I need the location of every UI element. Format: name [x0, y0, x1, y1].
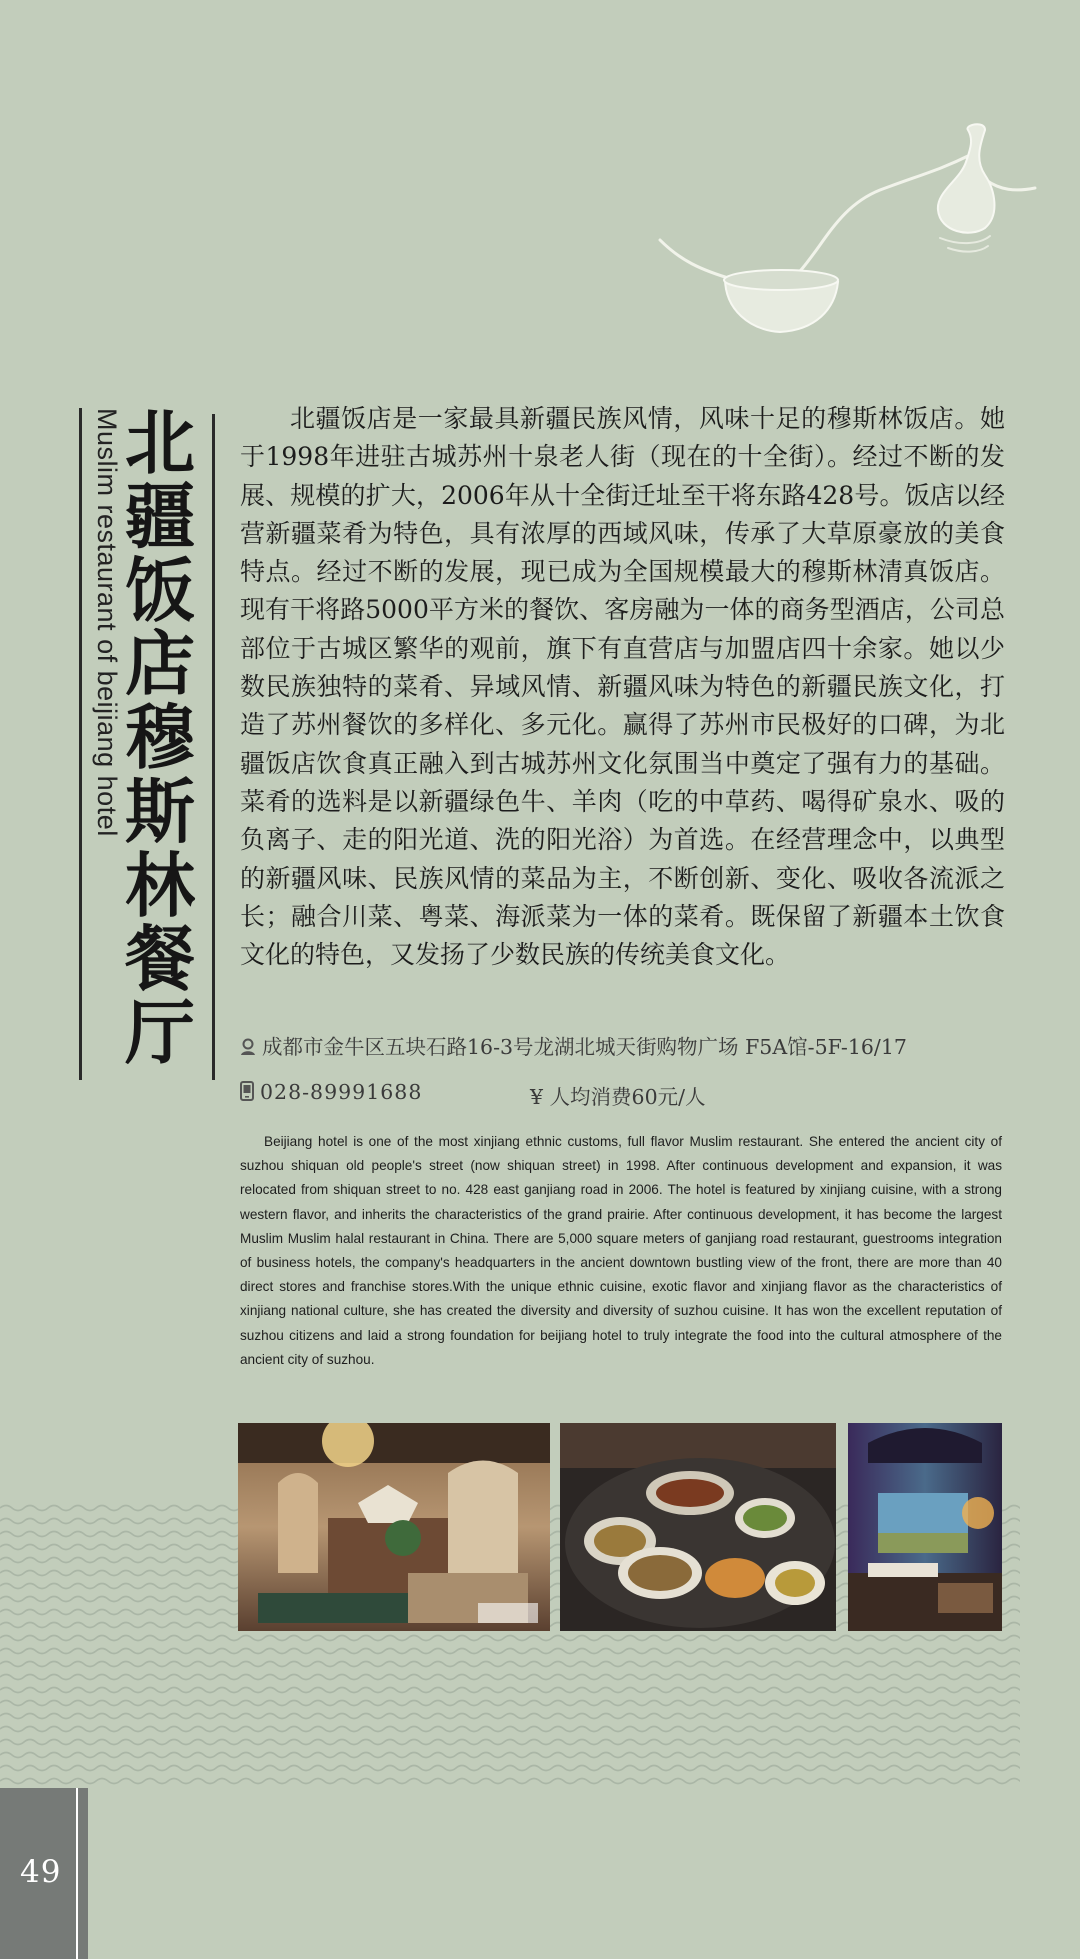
- price-text: ¥ 人均消费60元/人: [530, 1085, 706, 1109]
- wave-line: [0, 1779, 1020, 1784]
- wave-line: [0, 1688, 1020, 1693]
- title-char: 厅: [125, 991, 195, 1074]
- address-line: [240, 1030, 907, 1060]
- wave-line: [0, 1636, 1020, 1641]
- title-char: 店: [125, 622, 195, 706]
- page-number-rule: [76, 1788, 78, 1959]
- body-text-chinese: 北疆饭店是一家最具新疆民族风情，风味十足的穆斯林饭店。她于1998年进驻古城苏州十泉老人街（现在的十全街）。经过不断的发展、规模的扩大，2006年从十全街迁址至干将东路428号。饭店以经营新疆菜肴为特色，具有浓厚的西域风味，传承了大草原豪放的美食特点。经过不断的发展，现已成为全国规模最大的穆斯林清真饭店。现有干将路5000平方米的餐饮、客房融为一体的商务型酒店，公司总部位于古城区繁华的观前，旗下有直营店与加盟店四十余家。她以少数民族独特的菜肴、异域风情、新疆风味为特色的新疆民族文化，打造了苏州餐饮的多样化、多元化。赢得了苏州市民极好的口碑，为北疆饭店饮食真正融入到古城苏州文化氛围当中奠定了强有力的基础。菜肴的选料是以新疆绿色牛、羊肉（吃的中草药、喝得矿泉水、吸的负离子、走的阳光道、洗的阳光浴）为首选。在经营理念中，以典型的新疆风味、民族风情的菜品为主，不断创新、变化、吸收各流派之长；融合川菜、粤菜、海派菜为一体的菜肴。既保留了新疆本土饮食文化的特色，又发扬了少数民族的传统美食文化。: [240, 404, 1005, 970]
- address-text: 成都市金牛区五块石路16-3号龙湖北城天街购物广场 F5A馆-5F-16/17: [262, 1035, 907, 1059]
- title-chinese: [118, 401, 202, 1074]
- wave-line: [0, 1753, 1020, 1758]
- title-char: 斯: [125, 769, 195, 853]
- wave-line: [0, 1740, 1020, 1745]
- title-char: 穆: [125, 696, 195, 779]
- title-char: 餐: [125, 917, 195, 1001]
- title-left-rule: [79, 408, 82, 1080]
- title-english: Muslim restaurant of beijiang hotel: [92, 408, 122, 837]
- wave-line: [0, 1727, 1020, 1732]
- location-pin-icon: [240, 1038, 256, 1056]
- wave-line: [0, 1649, 1020, 1654]
- jug-bowl-illustration: [640, 120, 1080, 360]
- dining-room-photo: [848, 1423, 1002, 1631]
- wave-line: [0, 1675, 1020, 1680]
- wave-line: [0, 1701, 1020, 1706]
- title-char: 疆: [125, 474, 195, 558]
- title-char: 林: [125, 843, 195, 927]
- phone-icon: [240, 1081, 254, 1101]
- phone-number: 028-89991688: [260, 1080, 423, 1104]
- page-number: 49: [20, 1854, 62, 1890]
- wave-line: [0, 1714, 1020, 1719]
- price-line: [530, 1080, 706, 1110]
- phone-line: [240, 1080, 422, 1104]
- wave-line: [0, 1766, 1020, 1771]
- wave-line: [0, 1662, 1020, 1667]
- title-right-rule: [212, 414, 215, 1080]
- body-text-english: Beijiang hotel is one of the most xinjiang ethnic customs, full flavor Muslim restaurant. She entered the ancient city of suzhou shiquan old people's street (now shiquan street) in 1998. After continuous development and expansion, it was relocated from shiquan street to no. 428 east ganjiang road in 2006. The hotel is featured by xinjiang cuisine, with a strong western flavor, and inherits the characteristics of the grand prairie. After continuous development, it has become the largest Muslim Muslim halal restaurant in China. There are 5,000 square meters of ganjiang road restaurant, guestrooms integration of business hotels, the company's headquarters in the ancient downtown bustling view of the front, there are more than 40 direct stores and franchise stores.With the unique ethnic cuisine, exotic flavor and xinjiang flavor as the characteristics of xinjiang national culture, she has created the diversity and diversity of suzhou cuisine. It has won the excellent reputation of suzhou citizens and laid a strong foundation for beijiang hotel to truly integrate the food into the cultural atmosphere of the ancient city of suzhou.: [240, 1134, 1002, 1367]
- title-char: 饭: [125, 548, 195, 632]
- dishes-table-photo: [560, 1423, 836, 1631]
- title-char: 北: [125, 401, 195, 484]
- restaurant-lobby-photo: [238, 1423, 550, 1631]
